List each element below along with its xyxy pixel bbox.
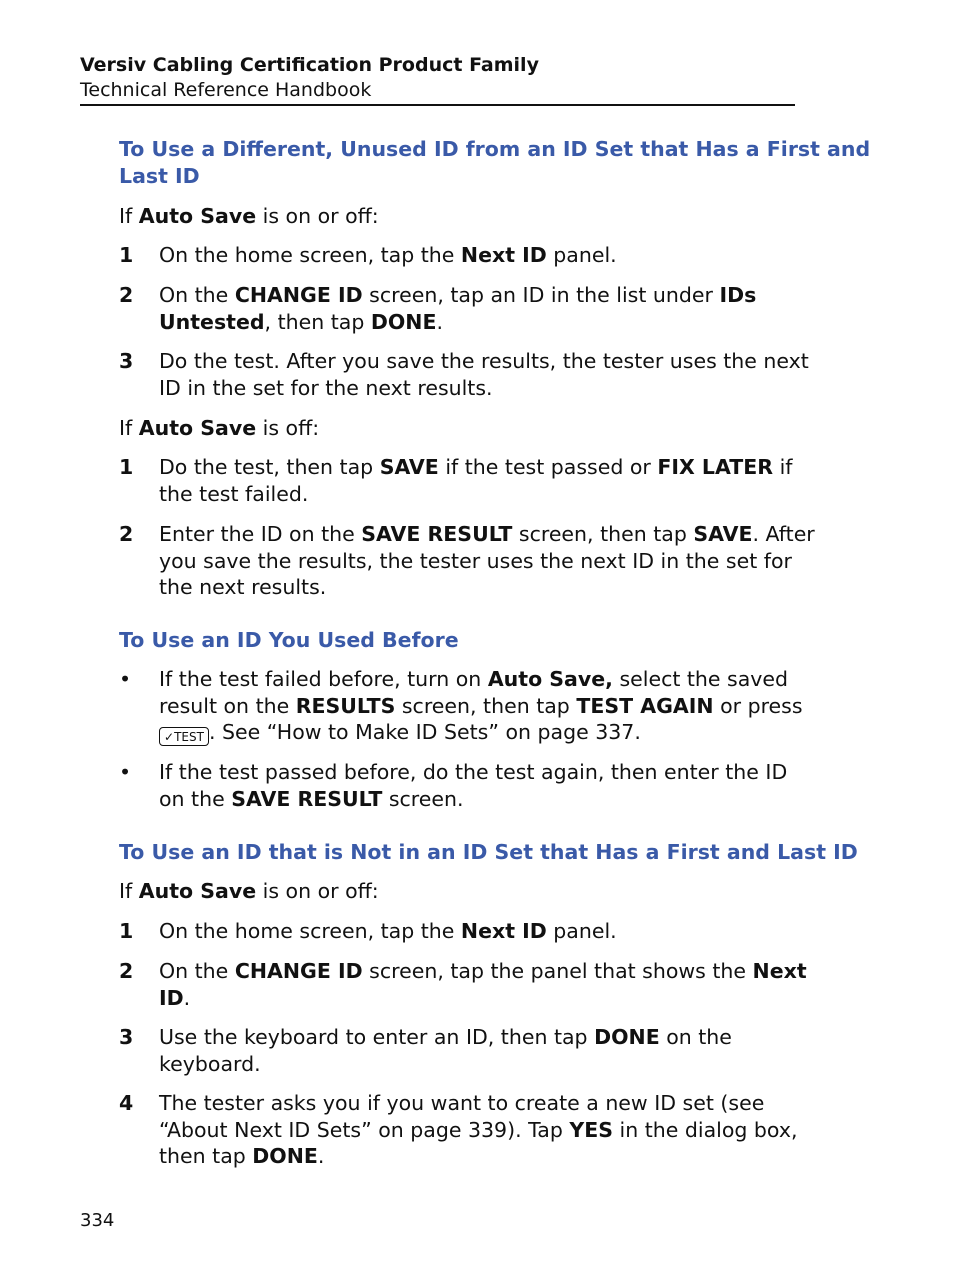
page-number: 334 xyxy=(80,1210,115,1231)
step-number: 1 xyxy=(119,919,134,943)
bullet-text: If the test passed before, do the test again, then enter the ID on the SAVE RESULT screen. xyxy=(159,760,788,811)
step-text: Do the test. After you save the results, the tester uses the next ID in the set for the next results. xyxy=(159,349,809,400)
step-text: Do the test, then tap SAVE if the test passed or FIX LATER if the test failed. xyxy=(159,455,793,506)
heading-line: Last ID xyxy=(119,163,200,188)
bullet-marker: • xyxy=(119,760,132,784)
step-number: 4 xyxy=(119,1091,134,1115)
bullet-marker: • xyxy=(119,667,132,691)
step-number: 3 xyxy=(119,1025,134,1049)
header-subtitle: Technical Reference Handbook xyxy=(80,79,372,101)
header-rule xyxy=(80,104,795,106)
condition-auto-save-off: If Auto Save is off: xyxy=(119,416,320,440)
condition-auto-save-on-off: If Auto Save is on or off: xyxy=(119,204,379,228)
step-text: On the home screen, tap the Next ID panel. xyxy=(159,919,617,943)
running-header xyxy=(80,53,795,103)
bullet-text: If the test failed before, turn on Auto Save, select the saved result on the RESULTS screen, then tap TEST AGAIN or press ✓TEST . See “How to Make ID Sets” on page 337. xyxy=(159,667,803,744)
test-key-icon xyxy=(159,727,209,746)
step-text: The tester asks you if you want to create a new ID set (see “About Next ID Sets” on page 339). Tap YES in the dialog box, then tap DONE. xyxy=(159,1091,798,1168)
step-text: On the CHANGE ID screen, tap an ID in the list under IDs Untested, then tap DONE. xyxy=(159,283,757,334)
step-number: 1 xyxy=(119,455,134,479)
section-heading-used-before: To Use an ID You Used Before xyxy=(119,628,459,652)
condition-auto-save-on-off: If Auto Save is on or off: xyxy=(119,879,379,903)
step-text: Enter the ID on the SAVE RESULT screen, then tap SAVE. After you save the results, the tester uses the next ID in the set for the next results. xyxy=(159,522,815,599)
step-number: 3 xyxy=(119,349,134,373)
step-number: 2 xyxy=(119,959,134,983)
header-title: Versiv Cabling Certification Product Family xyxy=(80,54,539,76)
step-number: 2 xyxy=(119,283,134,307)
step-text: On the CHANGE ID screen, tap the panel that shows the Next ID. xyxy=(159,959,807,1010)
test-key-label: TEST xyxy=(174,730,204,744)
step-number: 2 xyxy=(119,522,134,546)
section-heading-unused-id xyxy=(119,136,871,189)
heading-line: To Use a Different, Unused ID from an ID Set that Has a First and xyxy=(119,137,871,161)
step-text: Use the keyboard to enter an ID, then tap DONE on the keyboard. xyxy=(159,1025,732,1076)
checkmark-icon: ✓ xyxy=(164,730,175,744)
step-text: On the home screen, tap the Next ID panel. xyxy=(159,243,617,267)
section-heading-not-in-set: To Use an ID that is Not in an ID Set that Has a First and Last ID xyxy=(119,840,858,864)
step-number: 1 xyxy=(119,243,134,267)
